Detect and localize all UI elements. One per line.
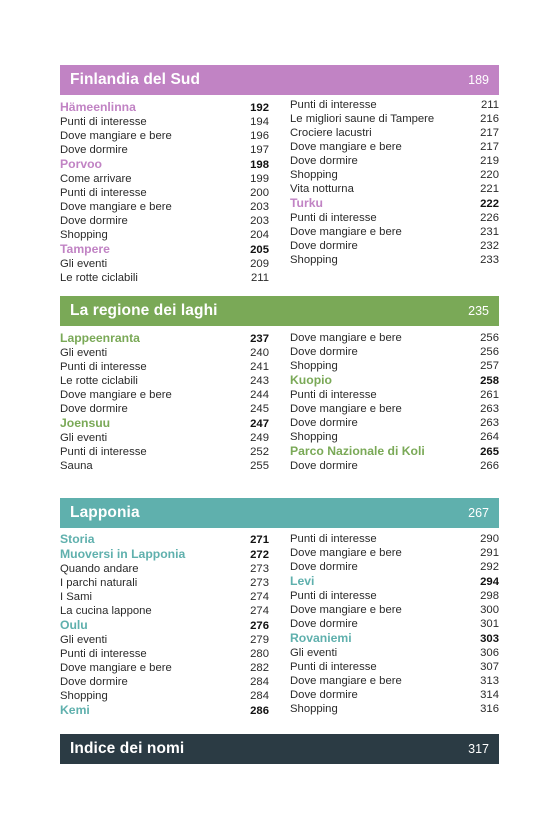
toc-entry[interactable] [290, 112, 499, 126]
toc-entry[interactable] [60, 689, 269, 703]
toc-entry-page: 256 [480, 332, 499, 344]
toc-chapter-label: Oulu [60, 618, 88, 632]
toc-chapter-label: Lappeenranta [60, 331, 140, 345]
toc-chapter-entry[interactable] [60, 532, 269, 547]
toc-entry[interactable] [290, 154, 499, 168]
toc-entry-label: La cucina lappone [60, 605, 152, 617]
toc-entry-page: 209 [250, 258, 269, 270]
toc-entry-page: 204 [250, 229, 269, 241]
toc-chapter-label: Hämeenlinna [60, 100, 136, 114]
toc-entry[interactable] [60, 143, 269, 157]
toc-entry-page: 290 [480, 533, 499, 545]
toc-entry-page: 263 [480, 417, 499, 429]
toc-entry-page: 284 [250, 676, 269, 688]
toc-entry-label: Punti di interesse [60, 361, 147, 373]
toc-entry-page: 263 [480, 403, 499, 415]
toc-entry[interactable] [60, 459, 269, 473]
toc-entry-page: 249 [250, 432, 269, 444]
toc-chapter-entry[interactable] [60, 416, 269, 431]
toc-entry-page: 231 [480, 226, 499, 238]
toc-entry-label: Punti di interesse [290, 661, 377, 673]
toc-entry-label: Dove dormire [290, 417, 358, 429]
toc-entry[interactable] [290, 402, 499, 416]
toc-chapter-entry[interactable] [290, 444, 499, 459]
toc-entry[interactable] [290, 646, 499, 660]
toc-entry-page: 284 [250, 690, 269, 702]
toc-entry[interactable] [290, 560, 499, 574]
toc-chapter-entry[interactable] [290, 631, 499, 646]
toc-entry[interactable] [60, 172, 269, 186]
toc-entry-page: 220 [480, 169, 499, 181]
toc-entry-label: Punti di interesse [290, 590, 377, 602]
toc-entry-label: Dove mangiare e bere [290, 226, 402, 238]
toc-entry-page: 196 [250, 130, 269, 142]
section-header[interactable] [60, 296, 499, 326]
toc-entry-page: 266 [480, 460, 499, 472]
toc-entry-label: Shopping [290, 254, 338, 266]
toc-entry-label: Crociere lacustri [290, 127, 372, 139]
toc-chapter-label: Turku [290, 196, 323, 210]
toc-entry-label: Gli eventi [60, 347, 108, 359]
toc-entry-page: 258 [480, 375, 499, 387]
toc-entry-page: 216 [480, 113, 499, 125]
toc-entry-page: 291 [480, 547, 499, 559]
toc-entry-label: Come arrivare [60, 173, 132, 185]
toc-entry[interactable] [290, 225, 499, 239]
toc-entry[interactable] [60, 402, 269, 416]
toc-entry[interactable] [60, 604, 269, 618]
toc-entry[interactable] [60, 257, 269, 271]
toc-entry-page: 280 [250, 648, 269, 660]
toc-entry-label: Quando andare [60, 563, 139, 575]
toc-entry[interactable] [60, 360, 269, 374]
toc-entry[interactable] [290, 532, 499, 546]
toc-entry[interactable] [290, 253, 499, 267]
section-finlandia-del-sud [60, 65, 499, 284]
toc-chapter-entry[interactable] [60, 703, 269, 718]
toc-entry-page: 241 [250, 361, 269, 373]
toc-entry-label: Dove dormire [60, 676, 128, 688]
toc-entry-label: Punti di interesse [290, 389, 377, 401]
toc-entry[interactable] [290, 239, 499, 253]
section-indice-dei-nomi [60, 734, 499, 764]
toc-entry-label: Shopping [60, 690, 108, 702]
toc-chapter-entry[interactable] [290, 574, 499, 589]
toc-entry[interactable] [60, 576, 269, 590]
toc-entry-label: Dove dormire [290, 689, 358, 701]
toc-entry-page: 257 [480, 360, 499, 372]
toc-entry-label: Gli eventi [60, 258, 108, 270]
toc-column-right [290, 331, 499, 473]
toc-entry-label: Dove mangiare e bere [290, 604, 402, 616]
toc-entry-page: 292 [480, 561, 499, 573]
toc-entry-page: 226 [480, 212, 499, 224]
toc-entry-page: 286 [250, 705, 269, 717]
toc-chapter-label: Kemi [60, 703, 90, 717]
toc-entry-page: 237 [250, 333, 269, 345]
toc-chapter-label: Levi [290, 574, 315, 588]
toc-entry[interactable] [60, 374, 269, 388]
toc-entry-label: Shopping [60, 229, 108, 241]
toc-entry[interactable] [290, 359, 499, 373]
toc-entry[interactable] [290, 388, 499, 402]
toc-entry-page: 194 [250, 116, 269, 128]
toc-entry[interactable] [290, 331, 499, 345]
toc-entry[interactable] [60, 431, 269, 445]
toc-entry-page: 199 [250, 173, 269, 185]
toc-entry-page: 307 [480, 661, 499, 673]
section-lapponia [60, 498, 499, 717]
toc-entry-page: 298 [480, 590, 499, 602]
toc-entry-label: Le migliori saune di Tampere [290, 113, 435, 125]
toc-entry-label: Dove mangiare e bere [60, 201, 172, 213]
toc-entry-page: 303 [480, 633, 499, 645]
toc-entry-label: Vita notturna [290, 183, 354, 195]
toc-column-left [60, 331, 269, 473]
section-header[interactable] [60, 65, 499, 95]
toc-entry-label: Dove mangiare e bere [60, 662, 172, 674]
toc-entry-page: 240 [250, 347, 269, 359]
toc-entry[interactable] [60, 115, 269, 129]
toc-column-right [290, 98, 499, 267]
toc-column-left [60, 100, 269, 285]
toc-entry-label: Dove dormire [60, 215, 128, 227]
toc-entry-label: I parchi naturali [60, 577, 138, 589]
toc-entry-label: Shopping [290, 431, 338, 443]
toc-entry-label: Dove mangiare e bere [60, 389, 172, 401]
toc-chapter-label: Tampere [60, 242, 110, 256]
toc-entry-page: 279 [250, 634, 269, 646]
toc-entry[interactable] [290, 168, 499, 182]
toc-entry-page: 200 [250, 187, 269, 199]
toc-chapter-entry[interactable] [290, 373, 499, 388]
toc-entry[interactable] [60, 129, 269, 143]
toc-entry-page: 232 [480, 240, 499, 252]
toc-entry-page: 222 [480, 198, 499, 210]
toc-entry-page: 233 [480, 254, 499, 266]
toc-chapter-entry[interactable] [60, 157, 269, 172]
toc-entry[interactable] [290, 126, 499, 140]
section-title: Lapponia [70, 504, 140, 521]
section-page: 189 [468, 73, 489, 87]
toc-entry-label: Gli eventi [60, 634, 108, 646]
toc-entry[interactable] [60, 200, 269, 214]
toc-entry-label: Sauna [60, 460, 93, 472]
toc-entry[interactable] [290, 98, 499, 112]
toc-entry-label: Shopping [290, 703, 338, 715]
toc-entry[interactable] [290, 416, 499, 430]
toc-entry[interactable] [290, 182, 499, 196]
toc-entry-page: 255 [250, 460, 269, 472]
toc-chapter-label: Rovaniemi [290, 631, 352, 645]
toc-entry-label: Dove mangiare e bere [290, 675, 402, 687]
toc-chapter-entry[interactable] [60, 547, 269, 562]
toc-entry-page: 219 [480, 155, 499, 167]
toc-entry-page: 273 [250, 563, 269, 575]
toc-entry[interactable] [290, 140, 499, 154]
toc-entry[interactable] [290, 660, 499, 674]
toc-entry-page: 301 [480, 618, 499, 630]
toc-entry[interactable] [60, 346, 269, 360]
toc-entry-label: Punti di interesse [290, 533, 377, 545]
toc-entry-page: 247 [250, 418, 269, 430]
toc-entry-label: Le rotte ciclabili [60, 272, 138, 284]
toc-entry-page: 294 [480, 576, 499, 588]
toc-entry-label: Le rotte ciclabili [60, 375, 138, 387]
toc-entry-page: 261 [480, 389, 499, 401]
toc-entry-page: 203 [250, 201, 269, 213]
toc-entry[interactable] [60, 214, 269, 228]
toc-entry-page: 244 [250, 389, 269, 401]
toc-entry-label: Shopping [290, 360, 338, 372]
toc-chapter-entry[interactable] [60, 100, 269, 115]
toc-entry-page: 203 [250, 215, 269, 227]
toc-entry-page: 313 [480, 675, 499, 687]
toc-entry-label: Dove dormire [60, 144, 128, 156]
toc-entry[interactable] [290, 459, 499, 473]
toc-entry-label: Gli eventi [60, 432, 108, 444]
toc-entry-page: 217 [480, 127, 499, 139]
toc-entry[interactable] [60, 271, 269, 285]
toc-entry-label: Punti di interesse [290, 99, 377, 111]
toc-entry-label: Dove dormire [290, 618, 358, 630]
toc-entry-page: 211 [250, 272, 269, 284]
toc-entry-page: 273 [250, 577, 269, 589]
toc-entry-page: 314 [480, 689, 499, 701]
section-title: La regione dei laghi [70, 302, 218, 319]
toc-entry-page: 274 [250, 605, 269, 617]
toc-entry-page: 221 [480, 183, 499, 195]
toc-entry-page: 198 [250, 159, 269, 171]
toc-chapter-entry[interactable] [290, 196, 499, 211]
toc-entry[interactable] [60, 228, 269, 242]
toc-entry-page: 256 [480, 346, 499, 358]
section-title: Finlandia del Sud [70, 71, 201, 88]
toc-column-left [60, 532, 269, 718]
toc-entry-page: 274 [250, 591, 269, 603]
toc-entry-page: 300 [480, 604, 499, 616]
indice-page: 317 [468, 742, 489, 756]
section-page: 235 [468, 304, 489, 318]
toc-entry-label: Shopping [290, 169, 338, 181]
toc-entry[interactable] [60, 647, 269, 661]
section-regione-dei-laghi [60, 296, 499, 472]
toc-entry-page: 272 [250, 549, 269, 561]
toc-entry-page: 265 [480, 446, 499, 458]
toc-entry-label: Dove mangiare e bere [290, 403, 402, 415]
toc-entry-page: 282 [250, 662, 269, 674]
toc-entry-page: 197 [250, 144, 269, 156]
toc-entry-label: Dove mangiare e bere [60, 130, 172, 142]
toc-entry-label: Dove mangiare e bere [290, 547, 402, 559]
toc-entry[interactable] [60, 562, 269, 576]
toc-entry[interactable] [290, 345, 499, 359]
toc-chapter-entry[interactable] [60, 242, 269, 257]
toc-entry[interactable] [60, 186, 269, 200]
toc-chapter-entry[interactable] [60, 618, 269, 633]
toc-entry[interactable] [60, 675, 269, 689]
toc-entry[interactable] [290, 674, 499, 688]
toc-entry[interactable] [290, 603, 499, 617]
toc-entry[interactable] [60, 590, 269, 604]
toc-entry-label: Dove mangiare e bere [290, 332, 402, 344]
toc-entry[interactable] [60, 633, 269, 647]
toc-entry[interactable] [290, 617, 499, 631]
toc-chapter-label: Joensuu [60, 416, 111, 430]
toc-chapter-label: Storia [60, 532, 95, 546]
toc-chapter-label: Parco Nazionale di Koli [290, 444, 425, 458]
toc-entry-page: 252 [250, 446, 269, 458]
toc-entry[interactable] [60, 388, 269, 402]
toc-entry-page: 211 [480, 99, 499, 111]
section-header[interactable] [60, 498, 499, 528]
toc-entry-label: Punti di interesse [60, 116, 147, 128]
toc-entry-label: Dove dormire [60, 403, 128, 415]
toc-entry-page: 271 [250, 534, 269, 546]
toc-column-right [290, 532, 499, 716]
toc-entry-label: I Sami [60, 591, 93, 603]
toc-entry-label: Dove dormire [290, 155, 358, 167]
toc-entry-label: Punti di interesse [60, 648, 147, 660]
toc-entry-label: Dove dormire [290, 240, 358, 252]
toc-entry-page: 192 [250, 102, 269, 114]
toc-entry-page: 217 [480, 141, 499, 153]
toc-entry-page: 243 [250, 375, 269, 387]
toc-entry-label: Gli eventi [290, 647, 338, 659]
section-page: 267 [468, 506, 489, 520]
toc-entry[interactable] [290, 211, 499, 225]
toc-entry[interactable] [290, 688, 499, 702]
toc-entry-label: Punti di interesse [290, 212, 377, 224]
toc-entry-label: Dove dormire [290, 346, 358, 358]
toc-entry-label: Dove dormire [290, 561, 358, 573]
toc-entry-page: 276 [250, 620, 269, 632]
toc-entry-label: Dove dormire [290, 460, 358, 472]
toc-entry-label: Punti di interesse [60, 187, 147, 199]
toc-entry-label: Punti di interesse [60, 446, 147, 458]
toc-entry[interactable] [290, 702, 499, 716]
toc-entry[interactable] [290, 430, 499, 444]
indice-header[interactable] [60, 734, 499, 764]
toc-entry[interactable] [60, 661, 269, 675]
toc-chapter-label: Porvoo [60, 157, 102, 171]
toc-entry[interactable] [290, 589, 499, 603]
toc-entry-label: Dove mangiare e bere [290, 141, 402, 153]
toc-chapter-label: Muoversi in Lapponia [60, 547, 186, 561]
toc-entry-page: 316 [480, 703, 499, 715]
toc-chapter-label: Kuopio [290, 373, 332, 387]
toc-entry[interactable] [290, 546, 499, 560]
indice-title: Indice dei nomi [70, 740, 185, 757]
toc-entry-page: 264 [480, 431, 499, 443]
toc-chapter-entry[interactable] [60, 331, 269, 346]
toc-entry[interactable] [60, 445, 269, 459]
toc-entry-page: 306 [480, 647, 499, 659]
toc-entry-page: 205 [250, 244, 269, 256]
toc-entry-page: 245 [250, 403, 269, 415]
